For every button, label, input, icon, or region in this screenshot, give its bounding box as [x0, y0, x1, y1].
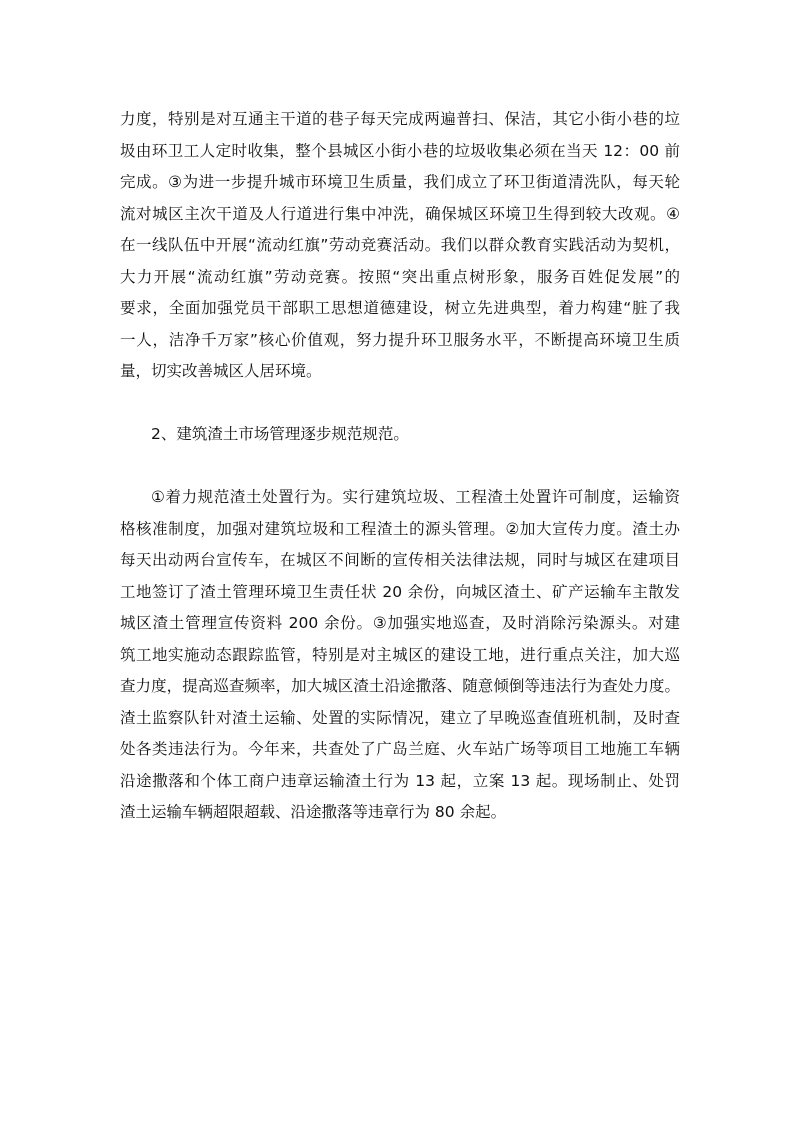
paragraph-line: 处各类违法行为。今年来，共查处了广岛兰庭、火车站广场等项目工地施工车辆: [120, 740, 680, 758]
paragraph-line: 沿途撒落和个体工商户违章运输渣土行为 13 起，立案 13 起。现场制止、处罚: [120, 771, 680, 790]
paragraph-line: 筑工地实施动态跟踪监管，特别是对主城区的建设工地，进行重点关注，加大巡: [120, 645, 680, 664]
paragraph-line: 圾由环卫工人定时收集，整个县城区小街小巷的垃圾收集必须在当天 12：00 前: [120, 141, 680, 160]
paragraph-line: 力度，特别是对互通主干道的巷子每天完成两遍普扫、保洁，其它小街小巷的垃: [120, 110, 680, 128]
paragraph-line: 要求，全面加强党员干部职工思想道德建设，树立先进典型，着力构建“脏了我: [120, 299, 680, 317]
paragraph-line: 工地签订了渣土管理环境卫生责任状 20 余份，向城区渣土、矿产运输车主散发: [120, 582, 680, 601]
paragraph-line: 格核准制度，加强对建筑垃圾和工程渣土的源头管理。②加大宣传力度。渣土办: [120, 519, 680, 538]
paragraph-line: 每天出动两台宣传车，在城区不间断的宣传相关法律法规，同时与城区在建项目: [120, 551, 680, 569]
paragraph-line: 流对城区主次干道及人行道进行集中冲洗，确保城区环境卫生得到较大改观。④: [120, 204, 680, 223]
paragraph-line: 查力度，提高巡查频率，加大城区渣土沿途撒落、随意倾倒等违法行为查处力度。: [120, 677, 680, 695]
document-body: [120, 104, 680, 829]
paragraph-line: 渣土运输车辆超限超载、沿途撒落等违章行为 80 余起。: [120, 803, 507, 821]
section-heading: 2、建筑渣土市场管理逐步规范规范。: [151, 425, 409, 443]
paragraph-line: 大力开展“流动红旗”劳动竞赛。按照“突出重点树形象，服务百姓促发展”的: [120, 267, 680, 286]
paragraph-line: 在一线队伍中开展“流动红旗”劳动竞赛活动。我们以群众教育实践活动为契机，: [120, 236, 680, 254]
paragraph-line: 渣土监察队针对渣土运输、处置的实际情况，建立了早晚巡查值班机制，及时查: [120, 708, 680, 727]
paragraph-line: 完成。③为进一步提升城市环境卫生质量，我们成立了环卫街道清洗队，每天轮: [120, 173, 680, 191]
paragraph-line: 量，切实改善城区人居环境。: [120, 362, 322, 380]
paragraph-line: ①着力规范渣土处置行为。实行建筑垃圾、工程渣土处置许可制度，运输资: [151, 488, 680, 506]
paragraph-line: 城区渣土管理宣传资料 200 余份。③加强实地巡查，及时消除污染源头。对建: [120, 614, 680, 632]
paragraph-line: 一人，洁净千万家”核心价值观，努力提升环卫服务水平，不断提高环境卫生质: [120, 330, 680, 349]
